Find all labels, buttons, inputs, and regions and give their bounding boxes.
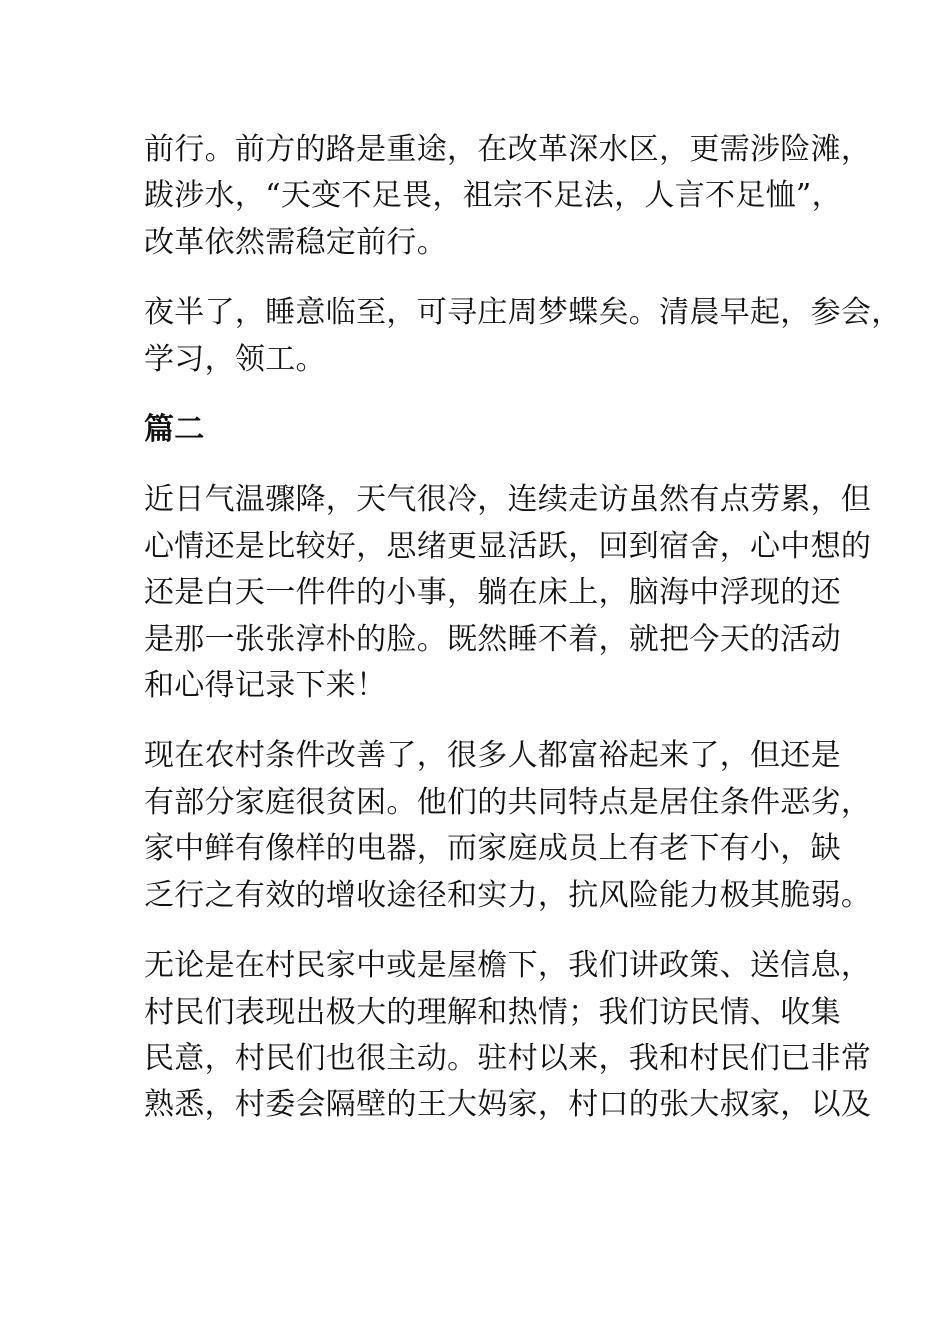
paragraph bbox=[144, 477, 872, 709]
text-line: 民意，村民们也很主动。驻村以来，我和村民们已非常 bbox=[144, 1040, 872, 1076]
text-line: 是那一张张淳朴的脸。既然睡不着，就把今天的活动 bbox=[144, 621, 841, 657]
text-line: 改革依然需稳定前行。 bbox=[144, 224, 447, 260]
paragraph bbox=[144, 290, 902, 383]
text-line: 和心得记录下来！ bbox=[144, 668, 387, 704]
text-line: 近日气温骤降，天气很冷，连续走访虽然有点劳累，但 bbox=[144, 482, 872, 518]
text-line: 夜半了，睡意临至，可寻庄周梦蝶矣。清晨早起，参会， bbox=[144, 295, 902, 331]
text-line: 村民们表现出极大的理解和热情；我们访民情、收集 bbox=[144, 994, 841, 1030]
section-heading bbox=[144, 407, 834, 453]
text-line: 还是白天一件件的小事，躺在床上，脑海中浮现的还 bbox=[144, 575, 841, 611]
section-heading-text: 篇二 bbox=[144, 412, 205, 448]
text-line: 学习，领工。 bbox=[144, 341, 326, 377]
text-line: 乏行之有效的增收途径和实力，抗风险能力极其脆弱。 bbox=[144, 877, 872, 913]
text-line: 有部分家庭很贫困。他们的共同特点是居住条件恶劣， bbox=[144, 784, 872, 820]
text-line: 前行。前方的路是重途，在改革深水区，更需涉险滩， bbox=[144, 132, 872, 167]
document-body bbox=[144, 127, 902, 1153]
text-line: 无论是在村民家中或是屋檐下，我们讲政策、送信息， bbox=[144, 948, 872, 984]
text-line: 跋涉水，“天变不足畏，祖宗不足法，人言不足恤”， bbox=[144, 178, 842, 214]
text-line: 现在农村条件改善了，很多人都富裕起来了，但还是 bbox=[144, 738, 841, 774]
text-line: 熟悉，村委会隔壁的王大妈家，村口的张大叔家，以及 bbox=[144, 1087, 872, 1123]
text-line: 家中鲜有像样的电器，而家庭成员上有老下有小，缺 bbox=[144, 831, 841, 867]
text-line: 心情还是比较好，思绪更显活跃，回到宿舍，心中想的 bbox=[144, 528, 872, 564]
paragraph bbox=[144, 943, 872, 1129]
paragraph bbox=[144, 127, 872, 266]
paragraph bbox=[144, 733, 872, 919]
